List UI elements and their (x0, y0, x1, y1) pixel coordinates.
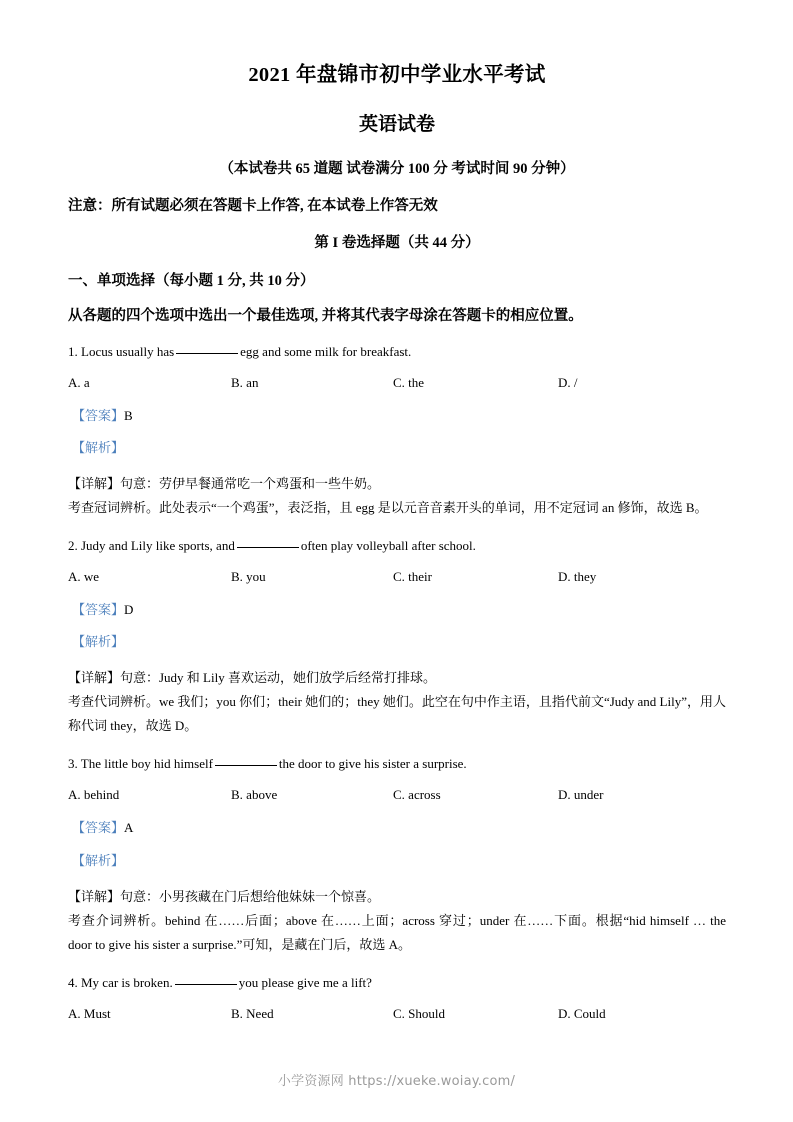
answer-line (72, 601, 726, 619)
question-block (68, 755, 726, 956)
option-d[interactable]: D. / (558, 374, 578, 390)
option-c[interactable]: C. the (393, 374, 425, 390)
question-stem (68, 974, 726, 993)
question-stem-before: 2. Judy and Lily like sports, and (68, 538, 235, 554)
option-a[interactable]: A. a (68, 374, 90, 390)
part-heading: 一、单项选择（每小题 1 分, 共 10 分） (68, 273, 315, 290)
question-stem-before: 3. The little boy hid himself (68, 756, 213, 772)
detail-line: 【详解】句意：Judy 和 Lily 喜欢运动，她们放学后经常打排球。 (68, 670, 436, 686)
question-stem (68, 343, 726, 362)
option-b[interactable]: B. you (231, 568, 266, 584)
option-d[interactable]: D. under (558, 787, 604, 803)
option-c[interactable]: C. across (393, 787, 441, 803)
question-stem (68, 755, 726, 774)
page-title: 2021 年盘锦市初中学业水平考试 (248, 64, 546, 86)
answer-value: A (124, 820, 134, 836)
analysis-label: 【解析】 (72, 634, 125, 650)
detail-line: 考查代词辨析。we 我们；you 你们；their 她们的；they 她们。此空在句中作主语，且指代前文“Judy and Lily”，用人称代词 they，故选 D。 (68, 694, 726, 734)
question-stem-after: egg and some milk for breakfast. (240, 343, 412, 359)
option-row (68, 375, 726, 393)
option-row (68, 1006, 726, 1024)
option-c[interactable]: C. their (393, 568, 432, 584)
answer-blank (237, 547, 299, 548)
option-a[interactable]: A. we (68, 568, 100, 584)
option-a[interactable]: A. Must (68, 1005, 111, 1021)
answer-label: 【答案】 (72, 820, 125, 836)
section-heading: 第 I 卷选择题（共 44 分） (314, 234, 480, 251)
exam-notice: 注意：所有试题必须在答题卡上作答, 在本试卷上作答无效 (68, 197, 438, 214)
answer-blank (175, 984, 237, 985)
option-b[interactable]: B. above (231, 787, 278, 803)
question-block (68, 537, 726, 738)
detail-line: 【详解】句意：劳伊早餐通常吃一个鸡蛋和一些牛奶。 (68, 476, 381, 492)
document-content (68, 0, 726, 1024)
footer-watermark: 小学资源网 https://xueke.woiay.com/ (277, 1074, 516, 1089)
analysis-label: 【解析】 (72, 852, 125, 868)
answer-value: B (124, 407, 133, 423)
answer-label: 【答案】 (72, 407, 125, 423)
option-b[interactable]: B. Need (231, 1005, 274, 1021)
question-block (68, 343, 726, 520)
answer-blank (176, 353, 238, 354)
detail-explanation (68, 885, 726, 957)
option-d[interactable]: D. Could (558, 1005, 606, 1021)
option-row (68, 787, 726, 805)
detail-line: 【详解】句意：小男孩藏在门后想给他妹妹一个惊喜。 (68, 888, 381, 904)
question-stem-before: 4. My car is broken. (68, 974, 173, 990)
detail-explanation (68, 472, 726, 520)
question-stem-before: 1. Locus usually has (68, 343, 175, 359)
part-instruction: 从各题的四个选项中选出一个最佳选项, 并将其代表字母涂在答题卡的相应位置。 (68, 307, 583, 324)
option-a[interactable]: A. behind (68, 787, 120, 803)
option-c[interactable]: C. Should (393, 1005, 446, 1021)
exam-meta-line: （本试卷共 65 道题 试卷满分 100 分 考试时间 90 分钟） (219, 161, 575, 178)
analysis-label: 【解析】 (72, 439, 125, 455)
question-block (68, 974, 726, 1024)
answer-value: D (124, 601, 134, 617)
detail-line: 考查冠词辨析。此处表示“一个鸡蛋”，表泛指，且 egg 是以元音音素开头的单词，用不定冠词 an 修饰，故选 B。 (68, 500, 708, 516)
question-stem-after: the door to give his sister a surprise. (278, 756, 467, 772)
answer-line (72, 819, 726, 837)
document-subtitle: 英语试卷 (358, 113, 435, 135)
answer-line (72, 407, 726, 425)
detail-explanation (68, 666, 726, 738)
answer-blank (215, 765, 277, 766)
question-stem-after: often play volleyball after school. (300, 538, 476, 554)
question-stem (68, 537, 726, 556)
question-stem-after: you please give me a lift? (238, 974, 372, 990)
option-d[interactable]: D. they (558, 568, 597, 584)
option-b[interactable]: B. an (231, 374, 259, 390)
detail-line: 考查介词辨析。behind 在……后面；above 在……上面；across 穿过；under 在……下面。根据“hid himself … the door to give his sister a surprise.”可知，是藏在门后，故选 A。 (68, 912, 726, 952)
answer-label: 【答案】 (72, 601, 125, 617)
option-row (68, 569, 726, 587)
